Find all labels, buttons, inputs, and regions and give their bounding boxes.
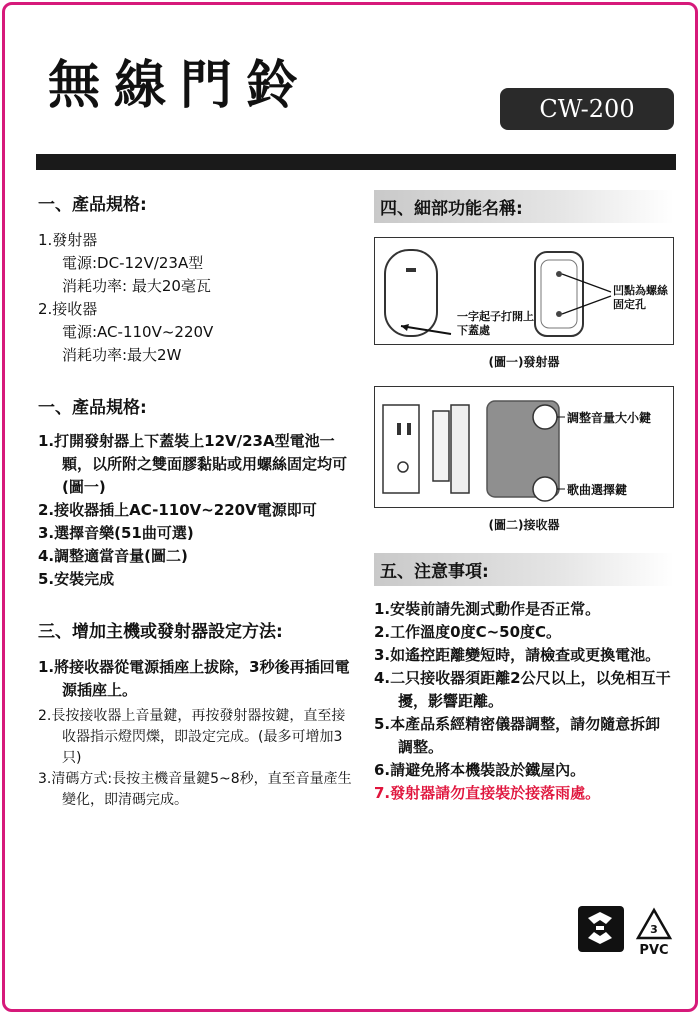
screwdriver-label: 一字起子打開上下蓋處 [457,310,534,337]
spec-item: 消耗功率: 最大20毫瓦 [62,277,211,295]
install-item: 1.打開發射器上下蓋裝上12V/23A型電池一顆，以所附之雙面膠黏貼或用螺絲固定均可(圖一) [38,432,348,496]
spec-item: 電源:AC-110V~220V [62,323,214,341]
install-item: 5.安裝完成 [38,570,115,588]
transmitter-front-shape [385,250,437,336]
screw-hole-bottom-icon [556,311,562,317]
spec-item: 電源:DC-12V/23A型 [62,254,204,272]
spec-item: 消耗功率:最大2W [62,346,182,364]
specs-heading: 一、產品規格: [38,195,147,215]
screw-hole-top-icon [556,271,562,277]
note-item: 1.安裝前請先測式動作是否正常。 [374,600,601,618]
pairing-list [38,656,358,702]
figure-receiver [374,386,674,508]
plug-pin-icon [407,423,411,435]
install-item: 4.調整適當音量(圖二) [38,547,188,565]
figure1-caption: (圖一)發射器 [488,355,560,369]
notes-list [374,598,674,805]
recycle-icons [576,904,676,960]
note-item: 3.如遙控距離變短時，請檢查或更換電池。 [374,646,661,664]
install-list [38,430,358,591]
parts-heading: 四、細部功能名稱: [374,190,674,223]
warning-item: 7.發射器請勿直接裝於接落雨處。 [374,784,601,802]
right-column [374,190,674,805]
screw-hole-label: 凹點為螺絲固定孔 [613,284,668,311]
pairing-item: 2.長按接收器上音量鍵，再按發射器按鍵，直至接收器指示燈閃爍，即設定完成。(最多可增加3只) [38,708,346,766]
header-rule [36,154,676,170]
pairing-heading: 三、增加主機或發射器設定方法: [38,622,283,642]
model-badge: CW-200 [500,88,674,130]
spec-item: 1.發射器 [38,231,98,249]
song-label: 歌曲選擇鍵 [567,483,628,497]
volume-label: 調整音量大小鍵 [567,411,652,425]
receiver-side-plug [383,405,419,493]
install-item: 2.接收器插上AC-110V~220V電源即可 [38,501,317,519]
spec-item: 2.接收器 [38,300,98,318]
pairing-item: 3.清碼方式:長按主機音量鍵5~8秒，直至音量產生變化，即清碼完成。 [38,771,352,808]
recycle-marks [576,904,676,964]
volume-button-icon [533,405,557,429]
note-item: 4.二只接收器須距離2公尺以上，以免相互干擾，影響距離。 [374,669,671,710]
install-heading: 一、產品規格: [38,398,147,418]
pvc-number: 3 [650,923,658,936]
receiver-side-body [451,405,469,493]
left-column [38,190,358,811]
note-item: 6.請避免將本機裝設於鐵屋內。 [374,761,586,779]
notes-heading: 五、注意事項: [374,553,674,586]
figure2-caption: (圖二)接收器 [488,518,560,532]
install-item: 3.選擇音樂(51曲可選) [38,524,194,542]
song-button-icon [533,477,557,501]
pairing-list-small [38,706,358,811]
specs-list [38,229,358,367]
page-title: 無線門鈴 [48,56,313,116]
transmitter-led [406,268,416,272]
receiver-side-slot [433,411,449,481]
figure-transmitter [374,237,674,345]
note-item: 2.工作溫度0度C~50度C。 [374,623,562,641]
pairing-item: 1.將接收器從電源插座上拔除，3秒後再插回電源插座上。 [38,658,350,699]
note-item: 5.本產品系經精密儀器調整，請勿隨意拆卸調整。 [374,715,661,756]
plug-pin-icon [397,423,401,435]
pvc-label: PVC [639,943,669,958]
